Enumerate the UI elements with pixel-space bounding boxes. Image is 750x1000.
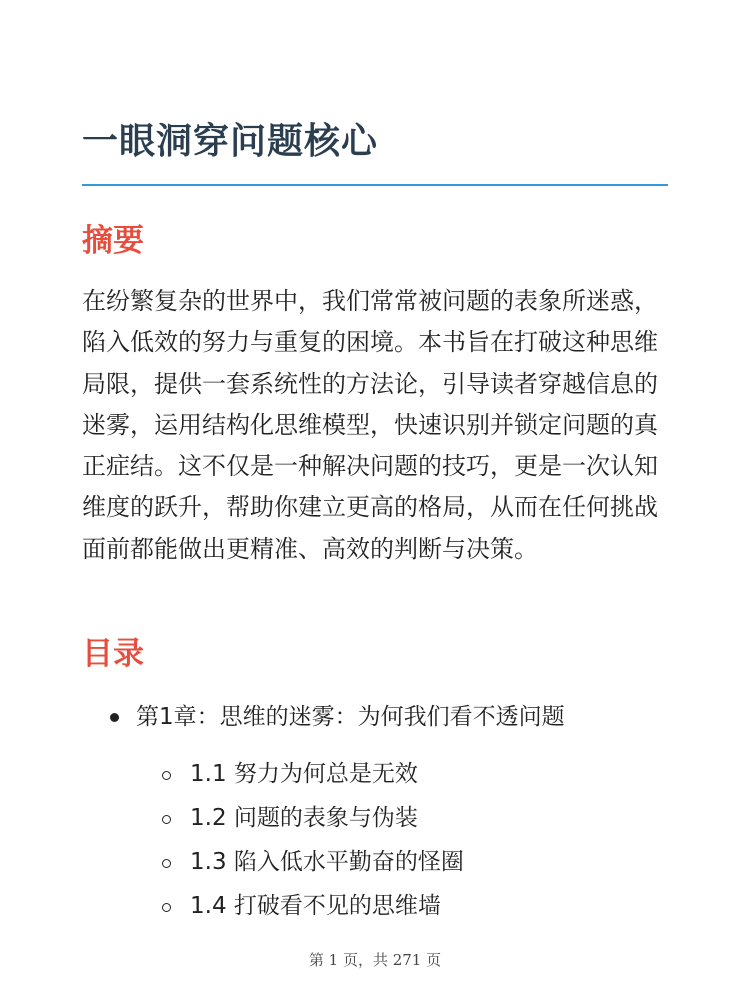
toc-section-label: 1.2 问题的表象与伪装	[190, 805, 418, 831]
book-title: 一眼洞穿问题核心	[82, 121, 379, 162]
toc-section-label: 1.4 打破看不见的思维墙	[190, 893, 441, 919]
bullet-circle-icon	[162, 903, 171, 912]
abstract-heading: 摘要	[82, 223, 144, 259]
bullet-circle-icon	[162, 859, 171, 868]
abstract-text: 在纷繁复杂的世界中，我们常常被问题的表象所迷惑，陷入低效的努力与重复的困境。本书旨在打破这种思维局限，提供一套系统性的方法论，引导读者穿越信息的迷雾，运用结构化思维模型，快速识别并锁定问题的真正症结。这不仅是一种解决问题的技巧，更是一次认知维度的跃升，帮助你建立更高的格局，从而在任何挑战面前都能做出更精准、高效的判断与决策。	[82, 287, 658, 563]
toc-heading: 目录	[82, 636, 144, 672]
toc-section-label: 1.3 陷入低水平勤奋的怪圈	[190, 849, 464, 875]
title-divider	[82, 184, 668, 186]
toc-section-label: 1.1 努力为何总是无效	[190, 761, 418, 787]
bullet-circle-icon	[162, 815, 171, 824]
page-number-footer: 第 1 页，共 271 页	[308, 951, 442, 969]
bullet-disc-icon	[110, 713, 119, 722]
toc-chapter-label: 第1章：思维的迷雾：为何我们看不透问题	[136, 704, 565, 730]
bullet-circle-icon	[162, 771, 171, 780]
